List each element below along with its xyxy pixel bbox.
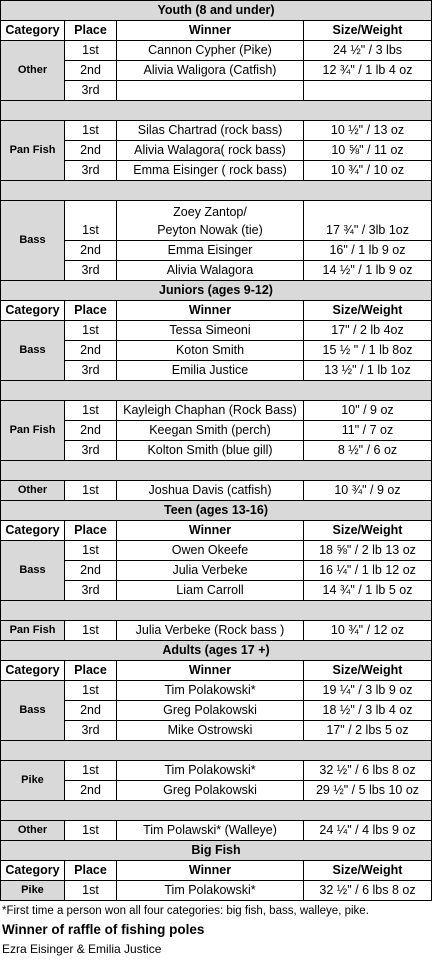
size-cell: 16" / 1 lb 9 oz [304, 241, 432, 261]
place-cell: 3rd [65, 161, 117, 181]
winner-cell [117, 201, 304, 241]
winner-cell: Silas Chartrad (rock bass) [117, 121, 304, 141]
section-title-adults: Adults (ages 17 +) [1, 641, 432, 661]
place-cell: 2nd [65, 701, 117, 721]
winner-cell: Greg Polakowski [117, 701, 304, 721]
winner-cell: Liam Carroll [117, 581, 304, 601]
header-winner: Winner [117, 301, 304, 321]
winner-cell: Owen Okeefe [117, 541, 304, 561]
place-cell: 2nd [65, 141, 117, 161]
winner-cell: Julia Verbeke (Rock bass ) [117, 621, 304, 641]
winner-line: Peyton Nowak (tie) [157, 222, 263, 237]
header-category: Category [1, 301, 65, 321]
winner-cell: Tessa Simeoni [117, 321, 304, 341]
size-cell: 14 ½" / 1 lb 9 oz [304, 261, 432, 281]
spacer-row [1, 801, 432, 821]
category-cell: Pike [1, 761, 65, 801]
header-category: Category [1, 521, 65, 541]
place-cell: 3rd [65, 581, 117, 601]
place-cell: 1st [65, 401, 117, 421]
place-cell: 1st [65, 121, 117, 141]
winner-cell: Koton Smith [117, 341, 304, 361]
winner-cell: Greg Polakowski [117, 781, 304, 801]
size-cell: 12 ¾" / 1 lb 4 oz [304, 61, 432, 81]
spacer-row [1, 381, 432, 401]
section-title-bigfish: Big Fish [1, 841, 432, 861]
size-cell: 16 ¼" / 1 lb 12 oz [304, 561, 432, 581]
size-cell: 29 ½" / 5 lbs 10 oz [304, 781, 432, 801]
winner-cell: Tim Polakowski* [117, 881, 304, 901]
winner-cell: Julia Verbeke [117, 561, 304, 581]
size-cell: 14 ¾" / 1 lb 5 oz [304, 581, 432, 601]
header-size: Size/Weight [304, 661, 432, 681]
raffle-title: Winner of raffle of fishing poles [2, 922, 205, 937]
size-cell: 17 ¾" / 3lb 1oz [304, 201, 432, 241]
header-winner: Winner [117, 861, 304, 881]
header-size: Size/Weight [304, 301, 432, 321]
size-cell: 24 ¼" / 4 lbs 9 oz [304, 821, 432, 841]
size-cell: 32 ½" / 6 lbs 8 oz [304, 881, 432, 901]
place-cell: 2nd [65, 341, 117, 361]
raffle-winners: Ezra Eisinger & Emilia Justice [2, 942, 162, 956]
winner-cell [117, 81, 304, 101]
place-cell: 1st [65, 321, 117, 341]
place-cell: 3rd [65, 81, 117, 101]
place-cell: 1st [65, 821, 117, 841]
size-cell: 8 ½" / 6 oz [304, 441, 432, 461]
header-place: Place [65, 861, 117, 881]
header-size: Size/Weight [304, 21, 432, 41]
size-cell: 15 ½ " / 1 lb 8oz [304, 341, 432, 361]
header-winner: Winner [117, 521, 304, 541]
winner-line: Zoey Zantop/ [173, 204, 247, 219]
winner-cell: Tim Polakowski* [117, 761, 304, 781]
size-cell: 17" / 2 lb 4oz [304, 321, 432, 341]
size-cell: 10 ⅝" / 11 oz [304, 141, 432, 161]
place-cell: 1st [65, 761, 117, 781]
category-cell: Pan Fish [1, 121, 65, 181]
header-category: Category [1, 661, 65, 681]
category-cell: Pan Fish [1, 401, 65, 461]
header-place: Place [65, 301, 117, 321]
spacer-row [1, 741, 432, 761]
size-cell [304, 81, 432, 101]
category-cell: Pan Fish [1, 621, 65, 641]
section-title-teen: Teen (ages 13-16) [1, 501, 432, 521]
footnote: *First time a person won all four categories: big fish, bass, walleye, pike. [2, 905, 369, 917]
size-cell: 10 ¾" / 9 oz [304, 481, 432, 501]
place-cell: 2nd [65, 61, 117, 81]
winner-cell: Alivia Waligora (Catfish) [117, 61, 304, 81]
size-cell: 18 ⅝" / 2 lb 13 oz [304, 541, 432, 561]
category-cell: Bass [1, 681, 65, 741]
place-cell: 2nd [65, 241, 117, 261]
size-cell: 11" / 7 oz [304, 421, 432, 441]
header-place: Place [65, 21, 117, 41]
size-cell: 10 ½" / 13 oz [304, 121, 432, 141]
place-cell: 3rd [65, 441, 117, 461]
header-category: Category [1, 861, 65, 881]
spacer-row [1, 601, 432, 621]
winner-cell: Emma Eisinger ( rock bass) [117, 161, 304, 181]
spacer-row [1, 101, 432, 121]
winner-cell: Mike Ostrowski [117, 721, 304, 741]
place-cell: 2nd [65, 561, 117, 581]
place-cell: 3rd [65, 721, 117, 741]
header-winner: Winner [117, 21, 304, 41]
place-cell: 2nd [65, 781, 117, 801]
winner-cell: Emilia Justice [117, 361, 304, 381]
category-cell: Other [1, 41, 65, 101]
section-title-youth: Youth (8 and under) [1, 1, 432, 21]
place-cell: 2nd [65, 421, 117, 441]
winner-cell: Cannon Cypher (Pike) [117, 41, 304, 61]
size-cell: 24 ½" / 3 lbs [304, 41, 432, 61]
header-winner: Winner [117, 661, 304, 681]
header-size: Size/Weight [304, 861, 432, 881]
size-cell: 10" / 9 oz [304, 401, 432, 421]
spacer-row [1, 181, 432, 201]
header-place: Place [65, 661, 117, 681]
category-cell: Other [1, 821, 65, 841]
winner-cell: Tim Polawski* (Walleye) [117, 821, 304, 841]
size-cell: 19 ¼" / 3 lb 9 oz [304, 681, 432, 701]
winner-cell: Tim Polakowski* [117, 681, 304, 701]
winner-cell: Keegan Smith (perch) [117, 421, 304, 441]
winner-cell: Alivia Walagora( rock bass) [117, 141, 304, 161]
category-cell: Bass [1, 321, 65, 381]
size-cell: 18 ½" / 3 lb 4 oz [304, 701, 432, 721]
place-cell: 3rd [65, 261, 117, 281]
header-size: Size/Weight [304, 521, 432, 541]
place-cell: 1st [65, 201, 117, 241]
size-cell: 13 ½" / 1 lb 1oz [304, 361, 432, 381]
place-cell: 1st [65, 681, 117, 701]
place-cell: 1st [65, 41, 117, 61]
place-cell: 3rd [65, 361, 117, 381]
header-place: Place [65, 521, 117, 541]
winner-cell: Kayleigh Chaphan (Rock Bass) [117, 401, 304, 421]
place-cell: 1st [65, 881, 117, 901]
section-title-juniors: Juniors (ages 9-12) [1, 281, 432, 301]
size-cell: 10 ¾" / 12 oz [304, 621, 432, 641]
size-cell: 10 ¾" / 10 oz [304, 161, 432, 181]
category-cell: Bass [1, 541, 65, 601]
place-cell: 1st [65, 621, 117, 641]
place-cell: 1st [65, 481, 117, 501]
winner-cell: Alivia Walagora [117, 261, 304, 281]
winner-cell: Emma Eisinger [117, 241, 304, 261]
winner-cell: Kolton Smith (blue gill) [117, 441, 304, 461]
header-category: Category [1, 21, 65, 41]
place-cell: 1st [65, 541, 117, 561]
category-cell: Pike [1, 881, 65, 901]
size-cell: 17" / 2 lbs 5 oz [304, 721, 432, 741]
spacer-row [1, 461, 432, 481]
size-cell: 32 ½" / 6 lbs 8 oz [304, 761, 432, 781]
winner-cell: Joshua Davis (catfish) [117, 481, 304, 501]
category-cell: Other [1, 481, 65, 501]
category-cell: Bass [1, 201, 65, 281]
